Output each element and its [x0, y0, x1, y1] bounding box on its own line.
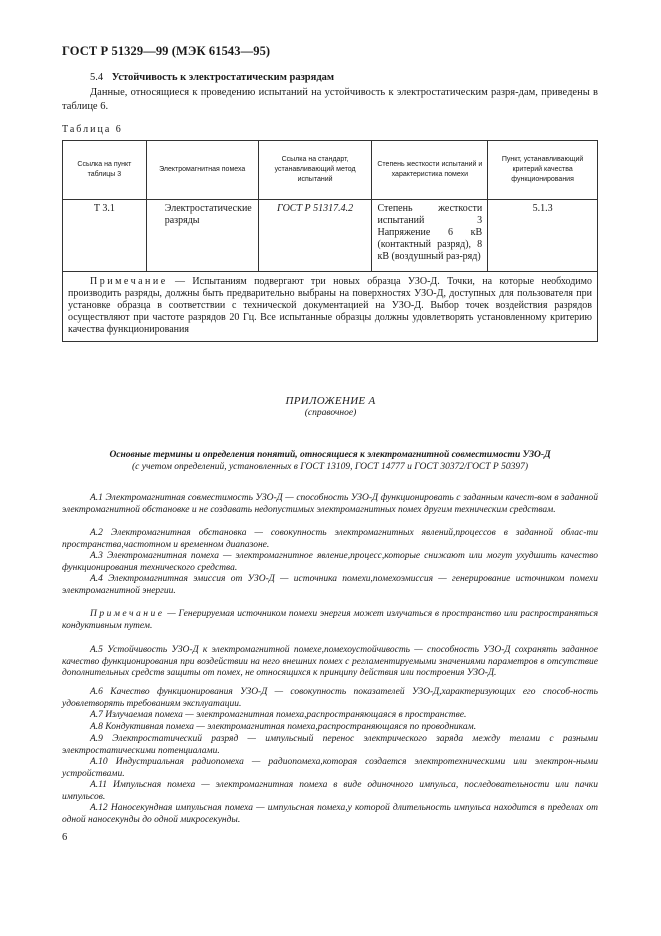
- appendix-title: ПРИЛОЖЕНИЕ А: [285, 395, 376, 407]
- table-cell-ref: Т 3.1: [63, 200, 147, 272]
- appendix-note-label: Примечание: [90, 609, 165, 619]
- page-number: 6: [62, 832, 68, 843]
- appendix-note-text: — Генерируемая источником помехи энергия может излучаться в пространство или распространяться кондуктивным путем.: [62, 609, 598, 631]
- definition-a7: А.7 Излучаемая помеха — электромагнитная помеха,распространяющаяся в пространстве.: [90, 710, 467, 720]
- definition-a2: А.2 Электромагнитная обстановка — совокупность электромагнитных явлений,процессов в заданной облас-ти пространства,частотном и временном диапазоне.: [62, 528, 598, 550]
- table-header-row: [63, 141, 598, 200]
- table-header-cell: Ссылка на пункт таблицы 3: [63, 141, 147, 200]
- definition-a6: А.6 Качество функционирования УЗО-Д — совокупность показателей УЗО-Д,характеризующих его способ-ность удовлетворять требованиям эксплуатации.: [62, 687, 598, 709]
- definition-a11: А.11 Импульсная помеха — электромагнитная помеха в виде одиночного импульса, последовательности или пачки импульсов.: [62, 780, 598, 802]
- section-heading: [90, 72, 334, 83]
- table-cell-severity: Степень жесткости испытаний 3 Напряжение 6 кВ (контактный разряд), 8 кВ (воздушный раз-ряд): [372, 200, 488, 272]
- table-row: [63, 200, 598, 272]
- definition-a1: А.1 Электромагнитная совместимость УЗО-Д — способность УЗО-Д функционировать с заданным качест-вом в заданной электромагнитной обстановке и не создавать недопустимых электромагнитных помех другим техническим средствам.: [62, 493, 598, 515]
- table-caption: Таблица 6: [62, 124, 123, 135]
- table-header-cell: Электромагнитная помеха: [146, 141, 258, 200]
- table-cell-phenomenon: Электростатические разряды: [146, 200, 258, 272]
- document-header: ГОСТ Р 51329—99 (МЭК 61543—95): [62, 44, 271, 58]
- terms-subheading: (с учетом определений, установленных в ГОСТ 13109, ГОСТ 14777 и ГОСТ 30372/ГОСТ Р 50397): [131, 462, 529, 472]
- table-header-cell: Степень жесткости испытаний и характеристика помехи: [372, 141, 488, 200]
- note-text: — Испытаниям подвергают три новых образца УЗО-Д. Точки, на которые необходимо производить разряды, должны быть предварительно выбраны на поверхностях УЗО-Д, доступных для пользователя при установке образца в соответствии с технической документацией на УЗО-Д. Выбор точек воздействия разрядов осуществляют при частоте разрядов 20 Гц. Все испытанные образцы должны удовлетворять установленному критерию качества функционирования: [68, 276, 592, 335]
- definition-a10: А.10 Индустриальная радиопомеха — радиопомеха,которая создается электротехническими или электрон-ными устройствами.: [62, 757, 598, 779]
- definition-a9: А.9 Электростатический разряд — импульсный перенос электрического заряда между телами с разными электростатическими потенциалами.: [62, 734, 598, 756]
- table-note-row: [63, 272, 598, 342]
- definition-a5: А.5 Устойчивость УЗО-Д к электромагнитной помехе,помехоустойчивость — способность УЗО-Д сохранять заданное качество функционирования при воздействии на него внешних помех с регламентируемыми значениями параметров в отсутствие дополнительных средств защиты от помех, не относящихся к принципу действия или построения УЗО-Д.: [62, 645, 598, 678]
- definition-a8: А.8 Кондуктивная помеха — электромагнитная помеха,распространяющаяся по проводникам.: [90, 722, 477, 732]
- definition-a3: А.3 Электромагнитная помеха — электромагнитное явление,процесс,которые снижают или могут ухудшить качество функционирования технического средства.: [62, 551, 598, 573]
- section-number: 5.4: [90, 72, 104, 83]
- table-cell-criterion: 5.1.3: [488, 200, 598, 272]
- note-label: Примечание: [90, 276, 168, 287]
- table-6: [62, 140, 598, 342]
- table-cell-standard: ГОСТ Р 51317.4.2: [258, 200, 372, 272]
- terms-heading: Основные термины и определения понятий, относящиеся к электромагнитной совместимости УЗО-Д: [109, 450, 551, 460]
- table-note: [63, 272, 598, 342]
- appendix-note: [62, 609, 598, 632]
- definition-a4: А.4 Электромагнитная эмиссия от УЗО-Д — источника помехи,помехоэмиссия — генерирование источником помехи электромагнитной энергии.: [62, 574, 598, 596]
- section-title: Устойчивость к электростатическим разрядам: [111, 72, 335, 83]
- table-header-cell: Ссылка на стандарт, устанавливающий метод испытаний: [258, 141, 372, 200]
- table-header-cell: Пункт, устанавливающий критерий качества функционирования: [488, 141, 598, 200]
- appendix-subtitle: (справочное): [304, 408, 357, 418]
- section-paragraph: Данные, относящиеся к проведению испытаний на устойчивость к электростатическим разря-дам, приведены в таблице 6.: [62, 87, 598, 112]
- definition-a12: А.12 Наносекундная импульсная помеха — импульсная помеха,у которой длительность импульса находится в пределах от одной наносекунды до одной микросекунды.: [62, 803, 598, 825]
